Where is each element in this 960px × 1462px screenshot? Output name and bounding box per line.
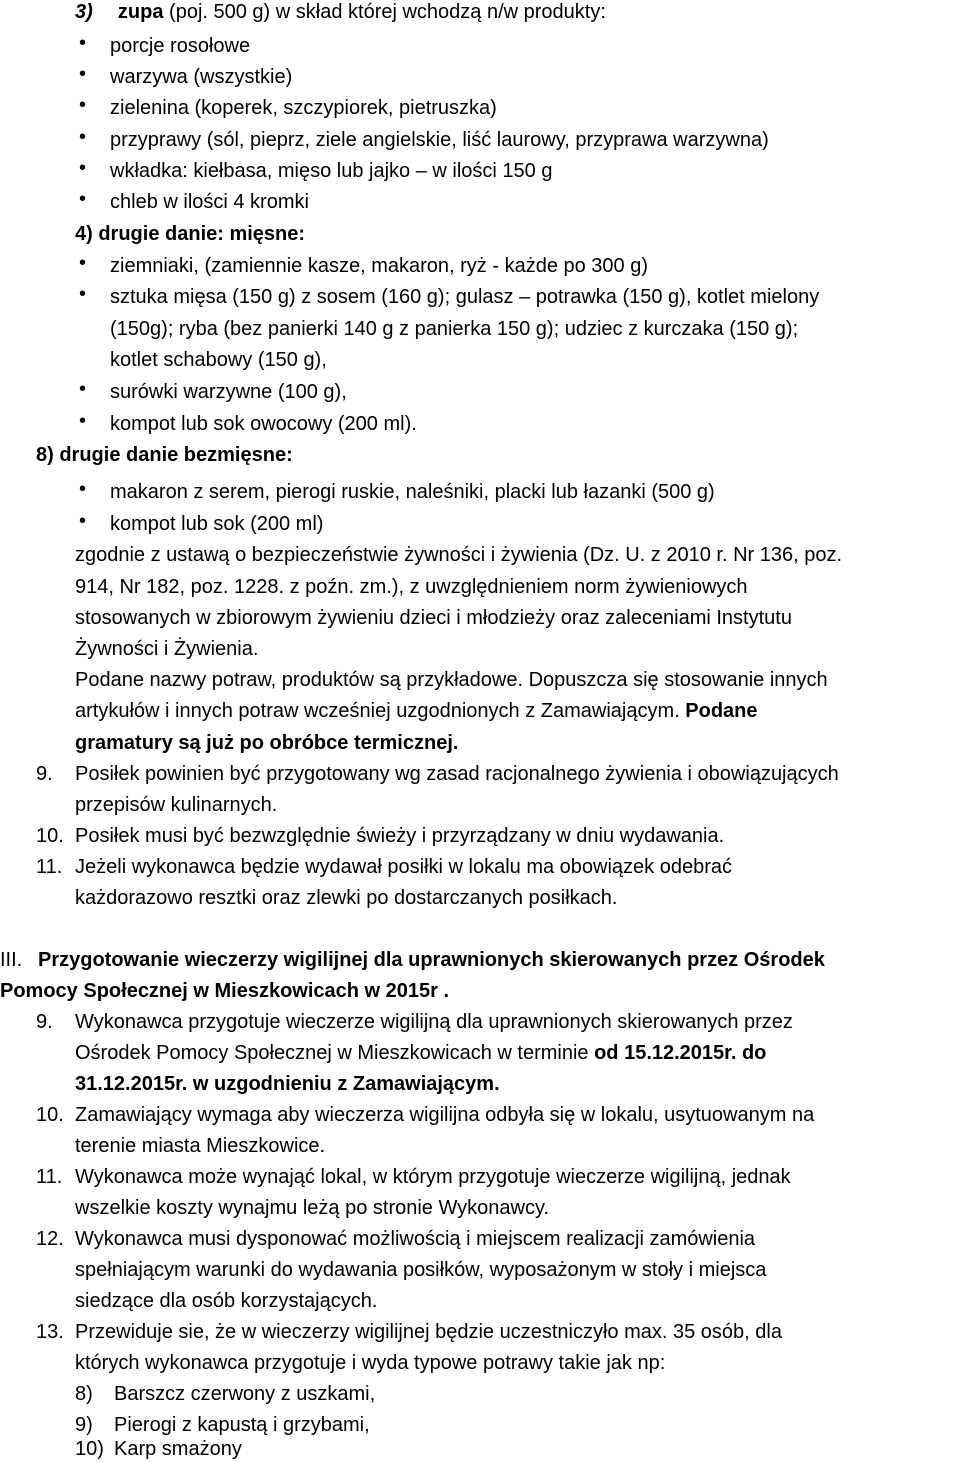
item-text (75, 1072, 500, 1096)
paragraph-bold-text: Podane (685, 700, 758, 722)
dish-item: Karp smażony (114, 1438, 242, 1460)
item-number: 12. (36, 1228, 64, 1250)
list-item-continuation: (150g); ryba (bez panierki 140 g z panierka 150 g); udziec z kurczaka (150 g); (110, 318, 799, 340)
section-title: zupa (117, 1, 164, 23)
bullet-icon: • (79, 410, 87, 432)
section-3-heading (75, 0, 606, 24)
bullet-icon: • (79, 283, 87, 305)
list-item-continuation: kotlet schabowy (150 g), (110, 349, 327, 371)
list-item: chleb w ilości 4 kromki (110, 191, 309, 213)
paragraph-bold-line: gramatury są już po obróbce termicznej. (75, 732, 459, 754)
section-number: 3) (75, 1, 93, 23)
paragraph-line: zgodnie z ustawą o bezpieczeństwie żywności i żywienia (Dz. U. z 2010 r. Nr 136, poz. (75, 544, 843, 566)
item-text (75, 1041, 766, 1065)
item-text: Zamawiający wymaga aby wieczerza wigilijna odbyła się w lokalu, usytuowanym na (75, 1104, 815, 1126)
item-number: 11. (36, 1166, 63, 1188)
item-number: 9. (36, 763, 53, 785)
item-text-part: Ośrodek Pomocy Społecznej w Mieszkowicach w terminie (75, 1042, 589, 1064)
item-text: Posiłek powinien być przygotowany wg zasad racjonalnego żywienia i obowiązujących (75, 763, 839, 785)
item-text: Posiłek musi być bezwzględnie świeży i przyrządzany w dniu wydawania. (75, 825, 725, 847)
bullet-icon: • (79, 378, 87, 400)
list-item: zielenina (koperek, szczypiorek, pietruszka) (110, 97, 497, 119)
paragraph-text: artykułów i innych potraw wcześniej uzgodnionych z Zamawiającym. (75, 700, 680, 722)
section-4-heading: 4) drugie danie: mięsne: (75, 223, 306, 245)
dish-item: Pierogi z kapustą i grzybami, (114, 1414, 370, 1436)
item-number: 10. (36, 1104, 64, 1126)
list-item: ziemniaki, (zamiennie kasze, makaron, ryż - każde po 300 g) (110, 255, 649, 277)
item-text: siedzące dla osób korzystających. (75, 1290, 378, 1312)
list-item: sztuka mięsa (150 g) z sosem (160 g); gulasz – potrawka (150 g), kotlet mielony (110, 286, 820, 308)
item-text: których wykonawca przygotuje i wyda typowe potrawy takie jak np: (75, 1352, 666, 1374)
item-text: wszelkie koszty wynajmu leżą po stronie Wykonawcy. (75, 1197, 550, 1219)
item-number: 13. (36, 1321, 64, 1343)
paragraph-line: stosowanych w zbiorowym żywieniu dzieci i młodzieży oraz zaleceniami Instytutu (75, 607, 792, 629)
item-bold-date: od 15.12.2015r. do (594, 1042, 767, 1064)
item-text: spełniającym warunki do wydawania posiłków, wyposażonym w stoły i miejsca (75, 1259, 767, 1281)
item-number: 10. (36, 825, 64, 847)
section-8-heading: 8) drugie danie bezmięsne: (36, 444, 293, 466)
item-text: Przewiduje sie, że w wieczerzy wigilijnej będzie uczestniczyło max. 35 osób, dla (75, 1321, 782, 1343)
paragraph-text: 914, Nr 182, poz. 1228. z poźn. zm.), z uwzględnieniem norm żywieniowych (75, 576, 748, 598)
item-text: Wykonawca może wynająć lokal, w którym przygotuje wieczerze wigilijną, jednak (75, 1166, 791, 1188)
list-item: surówki warzywne (100 g), (110, 381, 347, 403)
item-text: Wykonawca przygotuje wieczerze wigilijną dla uprawnionych skierowanych przez (75, 1011, 793, 1033)
list-item: kompot lub sok (200 ml) (110, 513, 324, 535)
list-item: porcje rosołowe (110, 35, 251, 57)
list-item: warzywa (wszystkie) (110, 66, 293, 88)
list-item: kompot lub sok owocowy (200 ml). (110, 413, 417, 435)
section-subtitle: (poj. 500 g) w skład której wchodzą n/w produkty: (163, 1, 606, 23)
bullet-icon: • (79, 32, 87, 54)
section-title-end: . (437, 980, 450, 1002)
item-text: Jeżeli wykonawca będzie wydawał posiłki w lokalu ma obowiązek odebrać (75, 856, 732, 878)
bullet-icon: • (79, 126, 87, 148)
item-number: 9. (36, 1011, 53, 1033)
item-bold-text: w uzgodnieniu z Zamawiającym. (192, 1073, 500, 1095)
section-title-continuation (0, 979, 449, 1003)
paragraph-line: Podane nazwy potraw, produktów są przykładowe. Dopuszcza się stosowanie innych (75, 669, 828, 691)
section-title: Przygotowanie wieczerzy wigilijnej dla uprawnionych skierowanych przez Ośrodek (38, 949, 825, 971)
item-text: każdorazowo resztki oraz zlewki po dostarczanych posiłkach. (75, 887, 618, 909)
item-text: terenie miasta Mieszkowice. (75, 1135, 326, 1157)
bullet-icon: • (79, 510, 87, 532)
dish-item: Barszcz czerwony z uszkami, (114, 1383, 376, 1405)
dish-number: 8) (75, 1383, 93, 1405)
section-title-text: Pomocy Społecznej w Mieszkowicach w 2015r (0, 980, 438, 1002)
item-text: Wykonawca musi dysponować możliwością i miejscem realizacji zamówienia (75, 1228, 756, 1250)
dish-number: 10) (75, 1438, 104, 1460)
bullet-icon: • (79, 94, 87, 116)
list-item: wkładka: kiełbasa, mięso lub jajko – w ilości 150 g (110, 160, 553, 182)
dish-number: 9) (75, 1414, 93, 1436)
paragraph-line (75, 575, 955, 599)
paragraph-line (75, 699, 758, 723)
bullet-icon: • (79, 252, 87, 274)
item-text: przepisów kulinarnych. (75, 794, 278, 816)
section-number: III. (0, 949, 23, 971)
item-bold-date: 31.12.2015r. (75, 1073, 188, 1095)
item-number: 11. (36, 856, 63, 878)
paragraph-line: Żywności i Żywienia. (75, 638, 259, 660)
bullet-icon: • (79, 63, 87, 85)
list-item: przyprawy (sól, pieprz, ziele angielskie, liść laurowy, przyprawa warzywna) (110, 129, 769, 151)
bullet-icon: • (79, 188, 87, 210)
bullet-icon: • (79, 157, 87, 179)
bullet-icon: • (79, 478, 87, 500)
list-item: makaron z serem, pierogi ruskie, naleśniki, placki lub łazanki (500 g) (110, 481, 715, 503)
